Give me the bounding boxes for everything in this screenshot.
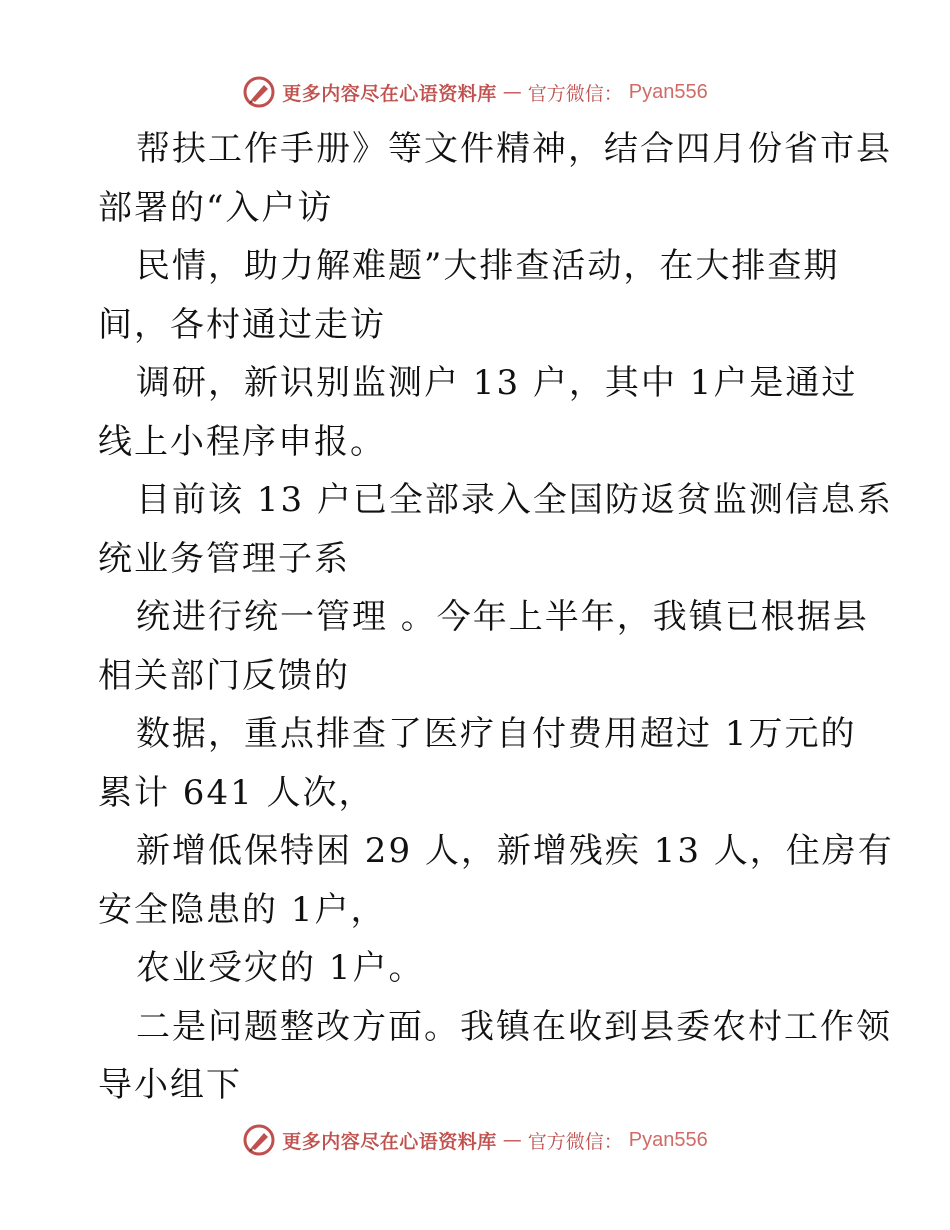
- text-line: 部署的“入户访: [98, 187, 334, 228]
- header-banner-inner: [242, 75, 708, 109]
- pen-nib-circle-icon: [242, 75, 276, 109]
- text-line: 累计 641 人次，: [98, 772, 375, 813]
- header-banner-text: 更多内容尽在心语资料库: [282, 82, 497, 105]
- text-line: 农业受灾的 1户。: [136, 948, 425, 988]
- text-line: 统进行统一管理 。今年上半年，我镇已根据县: [136, 597, 869, 637]
- text-line: 安全隐患的 1户，: [98, 889, 387, 930]
- header-banner-wechat-label: 官方微信：: [527, 82, 623, 105]
- pen-nib-circle-icon: [242, 1123, 276, 1157]
- text-line: 数据，重点排查了医疗自付费用超过 1万元的: [136, 714, 857, 754]
- footer-banner-wechat-id: Pyan556: [628, 1128, 708, 1151]
- text-line: 导小组下: [98, 1065, 242, 1105]
- header-banner-wechat-id: Pyan556: [628, 80, 708, 103]
- text-line: 帮扶工作手册》等文件精神，结合四月份省市县: [136, 129, 892, 169]
- text-line: 新增低保特困 29 人，新增残疾 13 人，住房有: [136, 831, 894, 871]
- footer-banner-wechat-label: 官方微信：: [527, 1130, 623, 1153]
- text-line: 线上小程序申报。: [98, 421, 386, 462]
- footer-banner-text: 更多内容尽在心语资料库: [282, 1130, 497, 1153]
- footer-banner-inner: [242, 1123, 708, 1157]
- body-text: [98, 120, 894, 1115]
- header-banner-separator: —: [502, 81, 522, 103]
- text-line: 调研，新识别监测户 13 户，其中 1户是通过: [136, 363, 858, 403]
- text-line: 目前该 13 户已全部录入全国防返贫监测信息系: [136, 480, 893, 520]
- text-line: 相关部门反馈的: [98, 655, 350, 696]
- text-line: 二是问题整改方面。我镇在收到县委农村工作领: [136, 1006, 892, 1047]
- footer-banner: [0, 1120, 950, 1160]
- text-line: 民情，助力解难题”大排查活动，在大排查期: [136, 246, 840, 286]
- header-banner: [0, 72, 950, 112]
- text-line: 统业务管理子系: [98, 538, 350, 579]
- footer-banner-separator: —: [502, 1129, 522, 1151]
- text-line: 间，各村通过走访: [98, 304, 386, 345]
